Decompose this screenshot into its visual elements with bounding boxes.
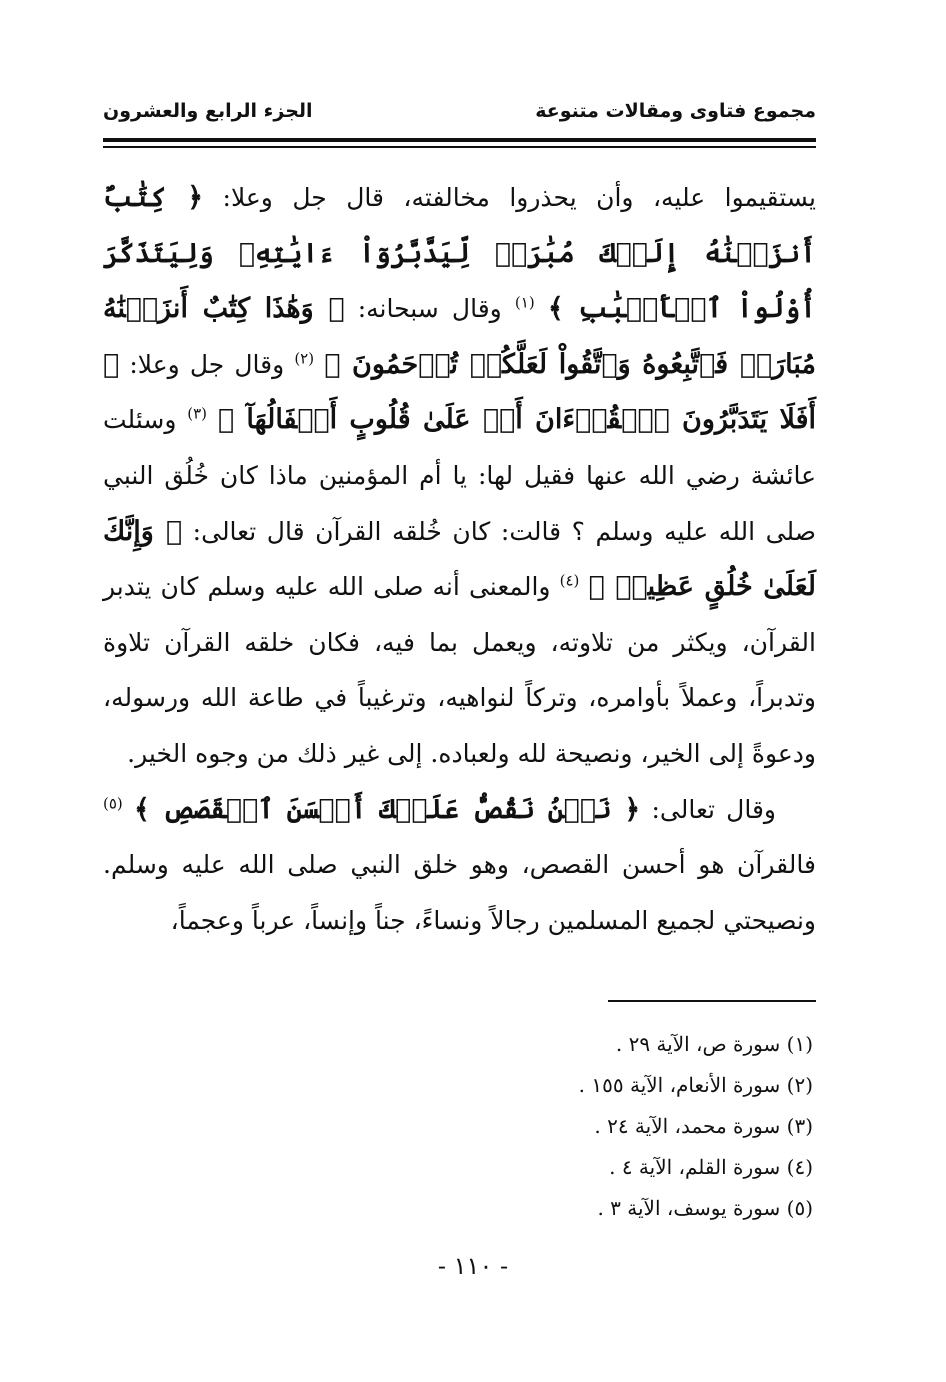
main-text <box>103 170 816 948</box>
book-title: مجموع فتاوى ومقالات متنوعة <box>535 100 816 122</box>
footnote-separator <box>608 1000 816 1002</box>
quran-verse-5: ﴿ نَحۡنُ نَقُصُّ عَلَيۡكَ أَحۡسَنَ ٱلۡقَصَصِ ﴾ <box>134 793 641 825</box>
text-segment: وقال تعالى: <box>640 794 776 824</box>
page-number: - ١١٠ - <box>437 1252 509 1280</box>
text-segment: وسئلت عائشة رضي الله عنها فقيل لها: يا أم المؤمنين ماذا كان خُلُق النبي صلى الله عليه وسلم ؟ قالت: كان خُلقه القرآن قال تعالى: <box>103 405 816 546</box>
text-segment: وقال جل وعلا: <box>119 349 295 379</box>
footnote-item: (٤) سورة القلم، الآية ٤ . <box>609 1155 813 1179</box>
quran-verse-3: ﴿ أَفَلَا يَتَدَبَّرُونَ ٱلۡقُرۡءَانَ أَمۡ عَلَىٰ قُلُوبٍ أَقۡفَالُهَآ ﴾ <box>103 348 816 436</box>
quran-verse-2: ﴿ وَهَٰذَا كِتَٰبٌ أَنزَلۡنَٰهُ مُبَارَكٞ فَٱتَّبِعُوهُ وَٱتَّقُواْ لَعَلَّكُمۡ تُرۡحَمُونَ ﴾ <box>103 293 816 380</box>
header-rule-thin <box>103 146 816 148</box>
running-header <box>103 100 816 130</box>
paragraph-2 <box>103 782 816 949</box>
footnote-item: (٣) سورة محمد، الآية ٢٤ . <box>594 1114 813 1138</box>
footnote-ref-2: (٢) <box>294 349 315 368</box>
text-segment: يستقيموا عليه، وأن يحذروا مخالفته، قال جل وعلا: <box>203 183 816 212</box>
footnote-ref-1: (١) <box>514 293 535 312</box>
footnote-ref-5: (٥) <box>103 794 123 813</box>
header-rule-thick <box>103 138 816 142</box>
footnotes <box>400 1024 813 1229</box>
quran-verse-4: ﴿ وَإِنَّكَ لَعَلَىٰ خُلُقٍ عَظِيمٖ ﴾ <box>103 515 816 603</box>
paragraph-1 <box>103 170 816 782</box>
footnote-item: (١) سورة ص، الآية ٢٩ . <box>615 1032 813 1056</box>
text-segment: والمعنى أنه صلى الله عليه وسلم كان يتدبر القرآن، ويكثر من تلاوته، ويعمل بما فيه، فكان خلقه القرآن تلاوة وتدبراً، وعملاً بأوامره، وتركاً لنواهيه، وترغيباً في طاعة الله ورسوله، ودعوةً إلى الخير، ونصيحة لله ولعباده. إلى غير ذلك من وجوه الخير. <box>103 572 816 768</box>
volume-label: الجزء الرابع والعشرون <box>103 100 313 122</box>
text-segment: وقال سبحانه: <box>344 294 515 324</box>
footnote-item: (٥) سورة يوسف، الآية ٣ . <box>597 1196 813 1220</box>
text-segment: فالقرآن هو أحسن القصص، وهو خلق النبي صلى الله عليه وسلم. ونصيحتي لجميع المسلمين رجالاً ونساءً، جناً وإنساً، عرباً وعجماً، <box>103 850 816 935</box>
quran-verse-1: ﴿ كِتَٰبٌ أَنزَلۡنَٰهُ إِلَيۡكَ مُبَٰرَكٞ لِّيَدَّبَّرُوٓاْ ءَايَٰتِهِۦ وَلِيَتَذَكَّرَ أُوْلُواْ ٱلۡأَلۡبَٰبِ ﴾ <box>103 182 816 325</box>
footnote-ref-3: (٣) <box>187 405 208 424</box>
footnote-item: (٢) سورة الأنعام، الآية ١٥٥ . <box>578 1073 813 1097</box>
footnote-ref-4: (٤) <box>559 571 580 590</box>
